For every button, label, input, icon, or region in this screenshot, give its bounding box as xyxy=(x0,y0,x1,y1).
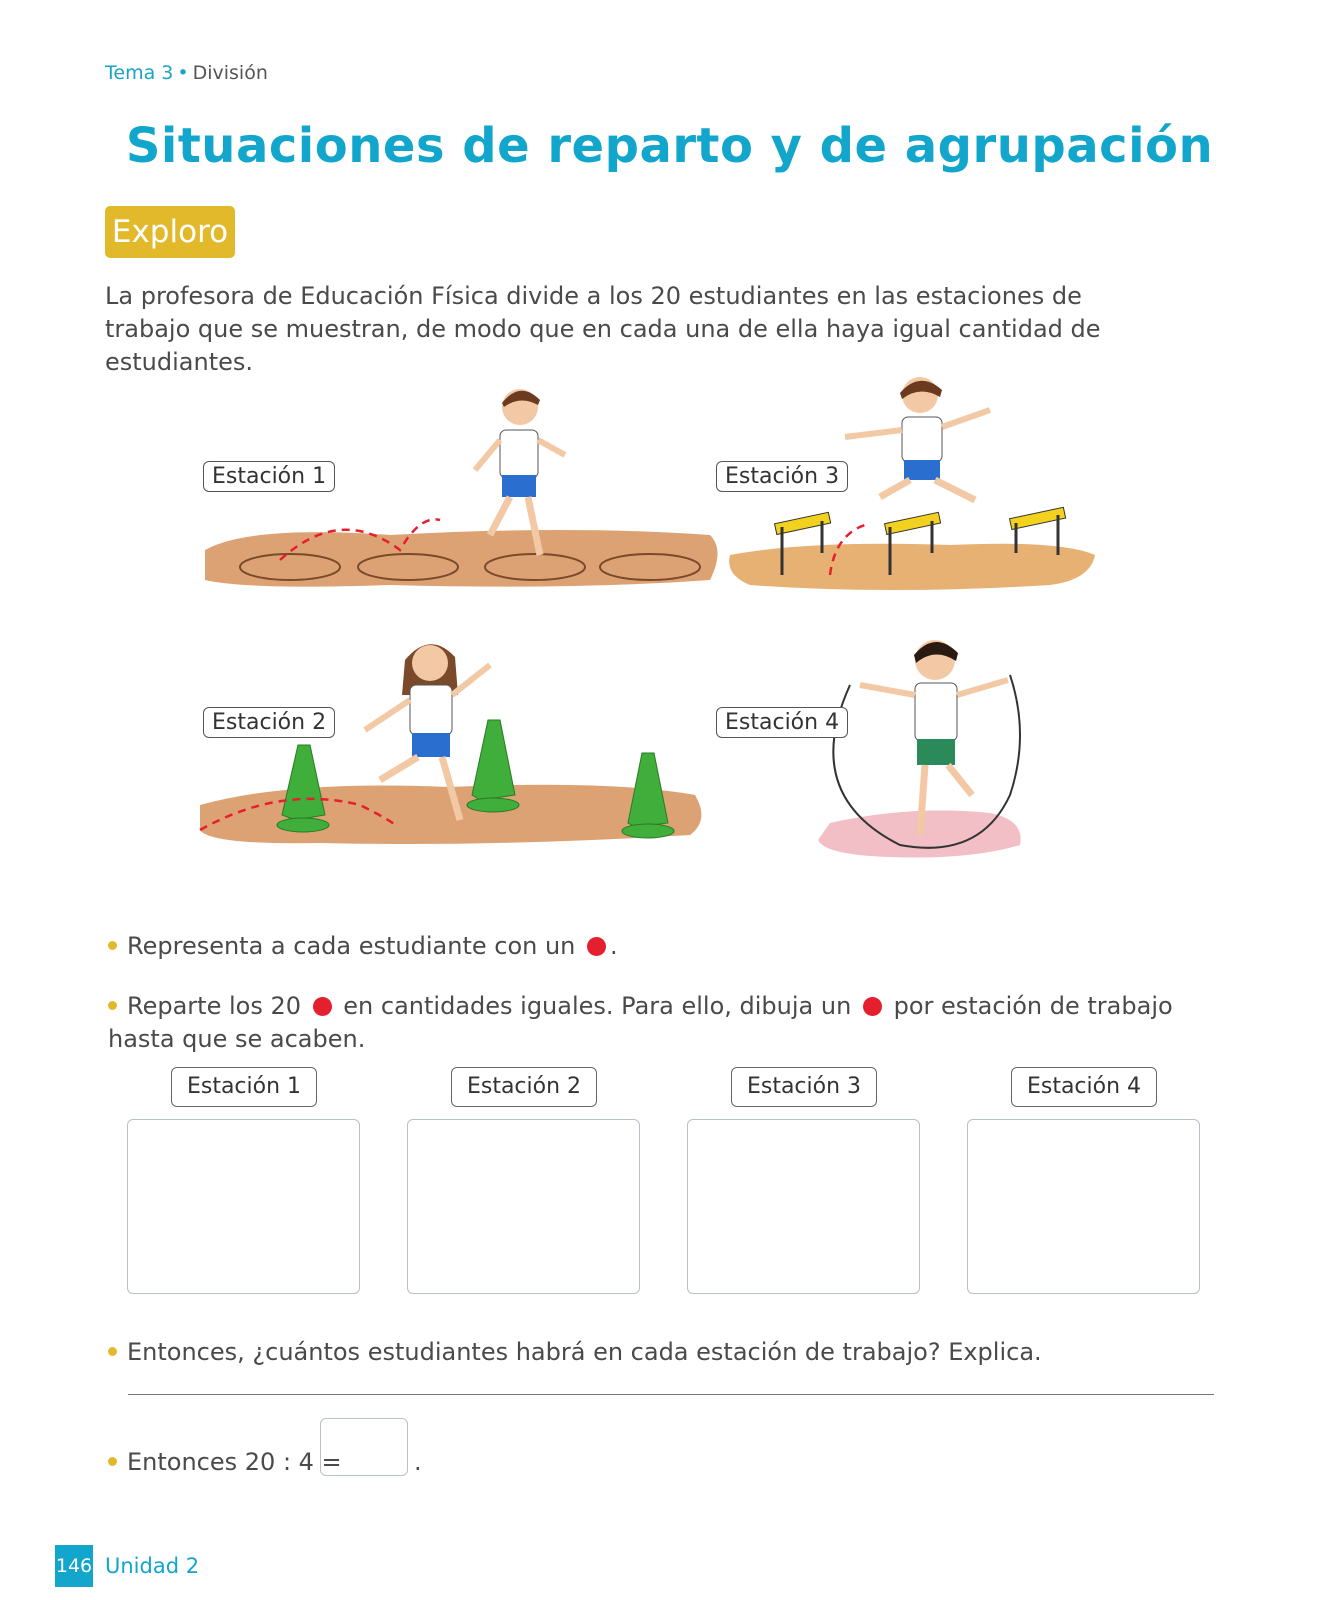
section-badge: Exploro xyxy=(105,206,235,258)
page-number: 146 xyxy=(55,1545,93,1587)
bullet-distribute xyxy=(108,990,1188,1056)
scene-label-station-1: Estación 1 xyxy=(203,461,335,492)
station-4-scene xyxy=(818,640,1021,858)
division-period: . xyxy=(414,1448,422,1476)
scene-label-station-3: Estación 3 xyxy=(716,461,848,492)
scene-label-station-2: Estación 2 xyxy=(203,707,335,738)
scene-label-station-4: Estación 4 xyxy=(716,707,848,738)
bullet-dot xyxy=(108,941,117,950)
bullet-represent-end: . xyxy=(610,932,618,960)
breadcrumb-topic: División xyxy=(192,62,268,84)
stations-illustration xyxy=(190,375,1130,885)
division-answer-box[interactable] xyxy=(320,1418,408,1476)
bullet-division xyxy=(108,1446,1188,1479)
unit-label: Unidad 2 xyxy=(105,1554,200,1578)
bullet-explain xyxy=(108,1336,1188,1369)
intro-paragraph: La profesora de Educación Física divide a los 20 estudiantes en las estaciones de trabajo que se muestran, de modo que en cada una de ella haya igual cantidad de estudiantes. xyxy=(105,282,1101,376)
red-dot-icon xyxy=(313,997,332,1016)
breadcrumb xyxy=(105,62,268,84)
bullet-represent xyxy=(108,930,1188,963)
breadcrumb-separator: • xyxy=(177,62,189,84)
station-3-label: Estación 3 xyxy=(731,1067,877,1107)
station-4-answer-box[interactable] xyxy=(967,1119,1200,1294)
breadcrumb-tema: Tema 3 xyxy=(105,62,174,84)
bullet-represent-text: Representa a cada estudiante con un xyxy=(127,932,576,960)
red-dot-icon xyxy=(863,997,882,1016)
bullet-explain-text: Entonces, ¿cuántos estudiantes habrá en cada estación de trabajo? Explica. xyxy=(127,1338,1042,1366)
bullet-distribute-c: por estación de trabajo hasta que se acaben. xyxy=(108,992,1173,1053)
bullet-dot xyxy=(108,1001,117,1010)
station-1-label: Estación 1 xyxy=(171,1067,317,1107)
bullet-distribute-b: en cantidades iguales. Para ello, dibuja un xyxy=(343,992,852,1020)
station-2-label: Estación 2 xyxy=(451,1067,597,1107)
bullet-dot xyxy=(108,1457,117,1466)
station-2-scene xyxy=(200,644,701,844)
red-dot-icon xyxy=(587,937,606,956)
page-title: Situaciones de reparto y de agrupación xyxy=(125,118,1214,174)
bullet-dot xyxy=(108,1347,117,1356)
bullet-distribute-a: Reparte los 20 xyxy=(127,992,301,1020)
explanation-answer-line[interactable] xyxy=(128,1394,1214,1395)
bullet-division-text: Entonces 20 : 4 = xyxy=(127,1448,342,1476)
station-1-answer-box[interactable] xyxy=(127,1119,360,1294)
station-2-answer-box[interactable] xyxy=(407,1119,640,1294)
station-4-label: Estación 4 xyxy=(1011,1067,1157,1107)
station-3-answer-box[interactable] xyxy=(687,1119,920,1294)
